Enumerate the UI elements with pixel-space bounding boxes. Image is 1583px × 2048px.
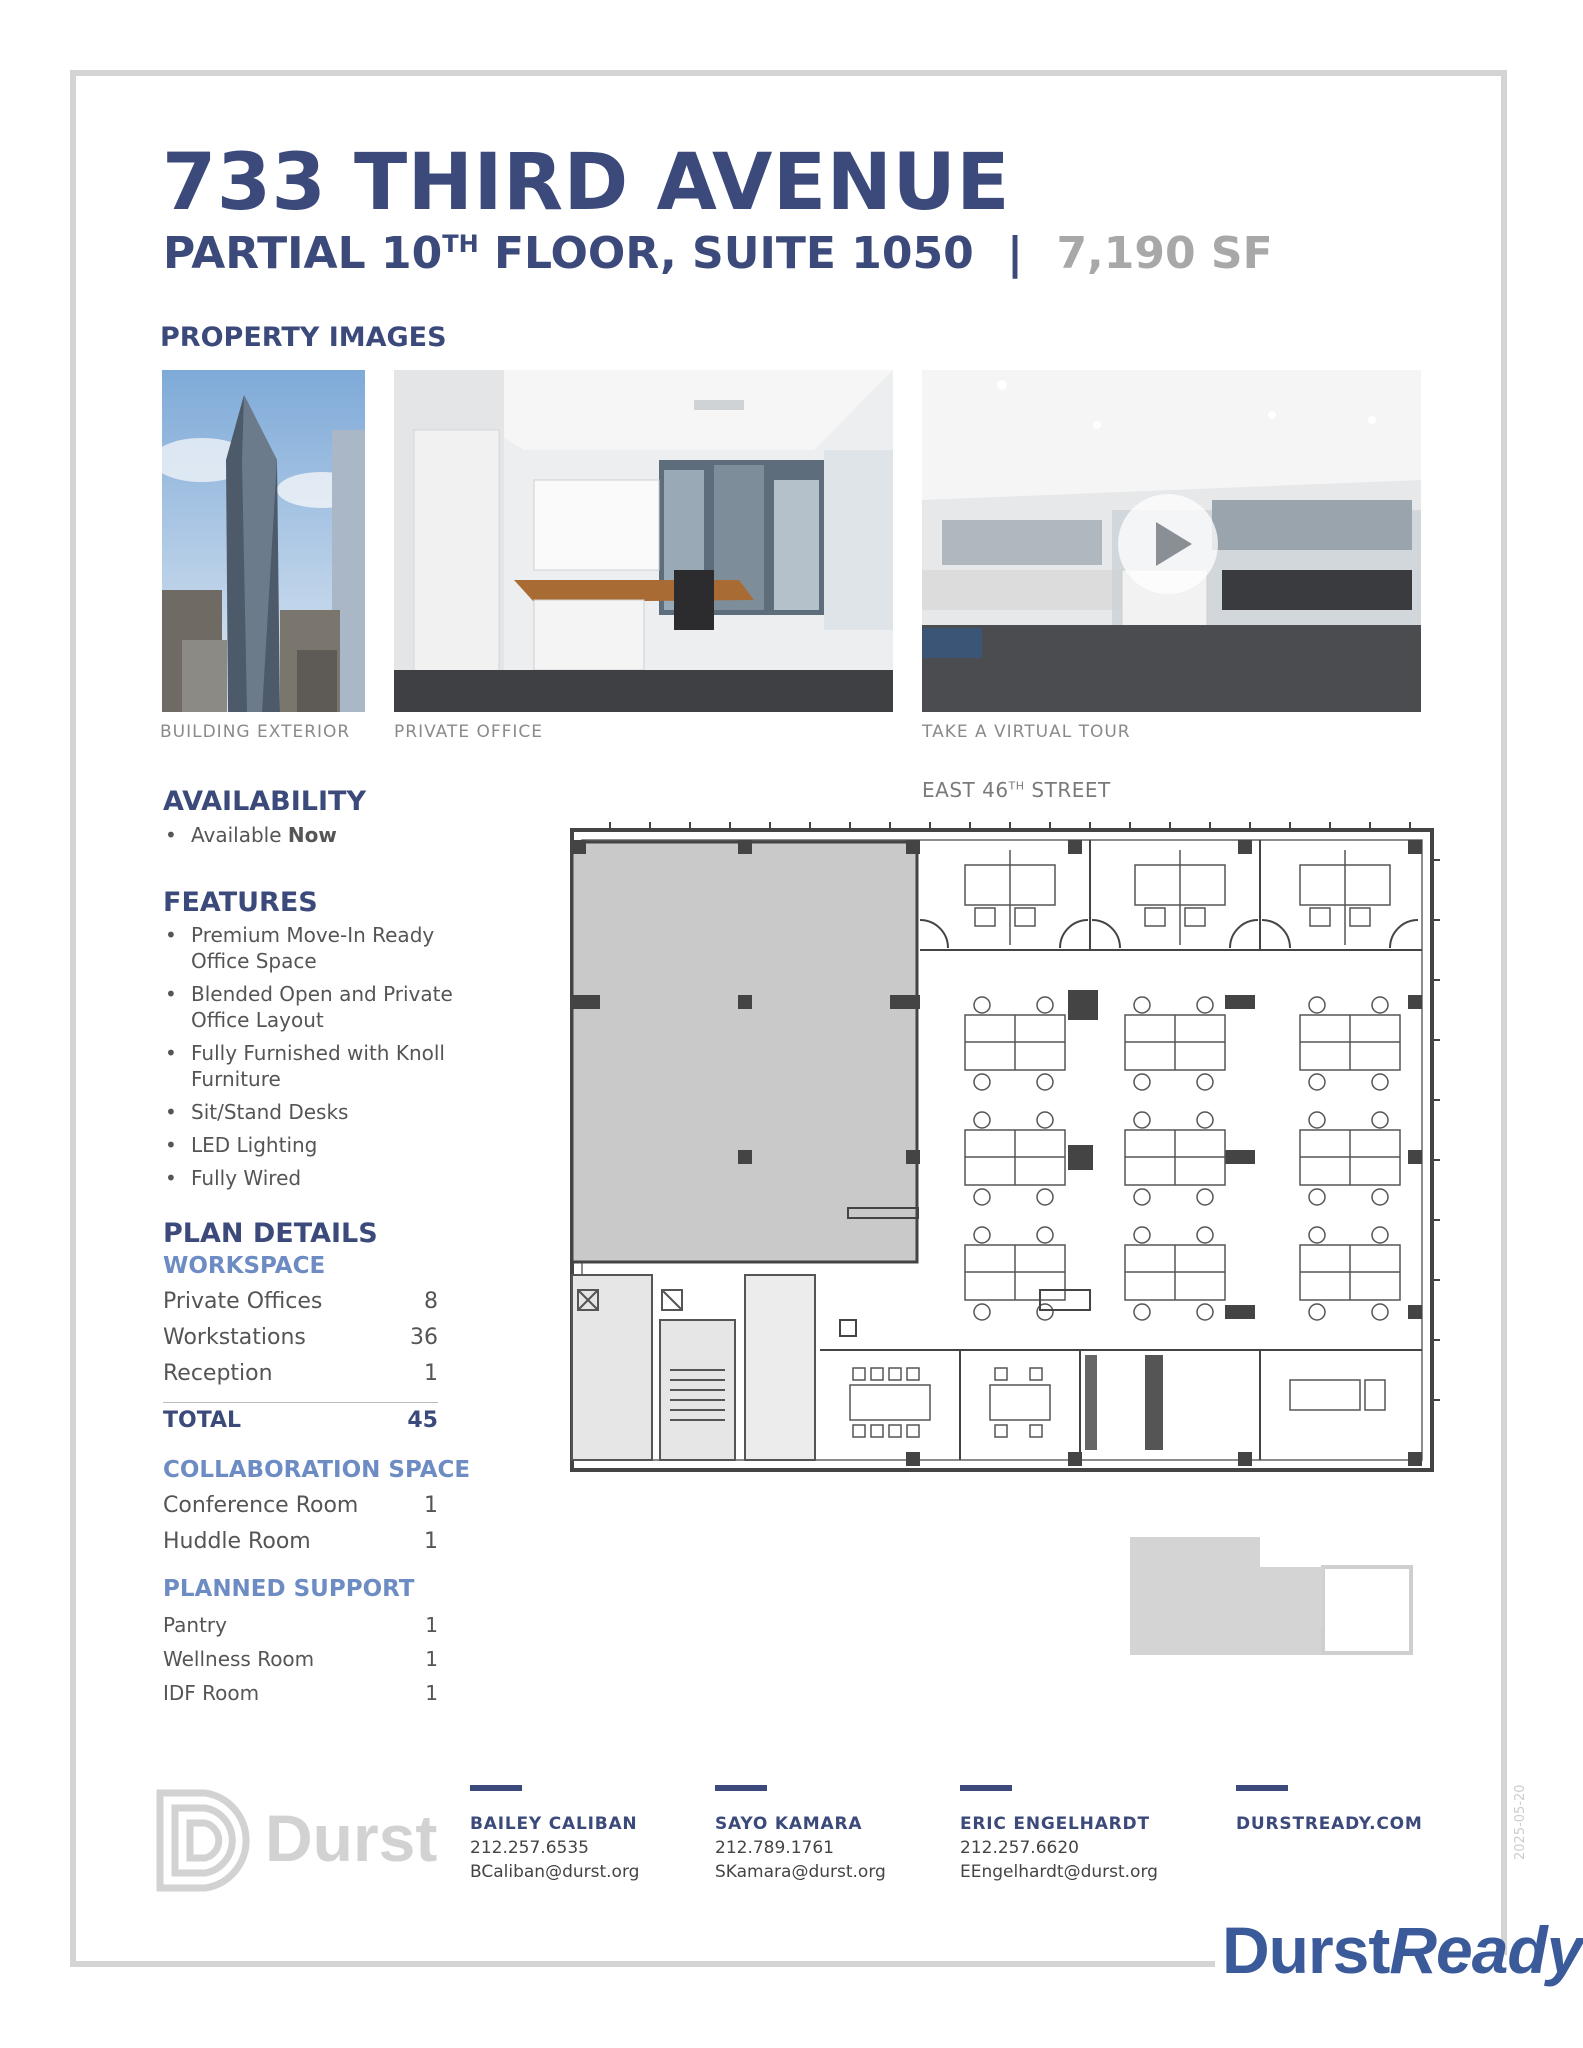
contact-accent-bar — [715, 1785, 767, 1791]
workspace-heading: WORKSPACE — [163, 1253, 326, 1279]
building-exterior-photo[interactable] — [162, 370, 365, 712]
key-plan — [1128, 1535, 1413, 1660]
logo-durst: Durst — [1222, 1913, 1390, 1987]
subtitle-separator: | — [1007, 228, 1024, 279]
plan-row-value: 1 — [425, 1647, 438, 1671]
feature-item: • Fully Wired — [163, 1165, 493, 1191]
private-office-image — [394, 370, 893, 712]
property-subtitle — [163, 228, 1273, 279]
contact-accent-bar — [960, 1785, 1012, 1791]
contact-email[interactable]: EEngelhardt@durst.org — [960, 1862, 1158, 1882]
street-sup: TH — [1008, 779, 1025, 793]
plan-details-heading: PLAN DETAILS — [163, 1218, 378, 1249]
website-block — [1236, 1812, 1423, 1836]
plan-row-label: Private Offices — [163, 1289, 323, 1314]
caption-private-office: PRIVATE OFFICE — [394, 722, 544, 742]
plan-row — [163, 1681, 438, 1705]
availability-heading: AVAILABILITY — [163, 786, 367, 817]
feature-item: • LED Lighting — [163, 1132, 493, 1158]
feature-item: • Sit/Stand Desks — [163, 1099, 493, 1125]
plan-row-label: Reception — [163, 1361, 273, 1386]
plan-row-value: 1 — [424, 1493, 438, 1518]
print-date: 2025-05-20 — [1513, 1784, 1528, 1860]
plan-row-label: Workstations — [163, 1325, 306, 1350]
plan-row-label: Conference Room — [163, 1493, 359, 1518]
play-icon — [1156, 522, 1192, 566]
durst-wordmark: Durst — [265, 1801, 438, 1875]
contact-email[interactable]: BCaliban@durst.org — [470, 1862, 640, 1882]
total-value: 45 — [407, 1408, 438, 1433]
property-title: 733 THIRD AVENUE — [162, 138, 1011, 228]
availability-value: Now — [287, 823, 337, 847]
caption-virtual-tour[interactable]: TAKE A VIRTUAL TOUR — [922, 722, 1131, 742]
availability-list — [163, 822, 483, 855]
play-button[interactable] — [1118, 494, 1218, 594]
street-pre: EAST 46 — [922, 778, 1009, 802]
availability-item — [163, 822, 483, 848]
planned-support-heading: PLANNED SUPPORT — [163, 1576, 415, 1602]
street-label — [922, 778, 1111, 802]
feature-item: • Blended Open and Private Office Layout — [163, 981, 493, 1033]
plan-row-label: Wellness Room — [163, 1647, 315, 1671]
logo-ready: Ready — [1389, 1913, 1583, 1987]
total-divider — [163, 1402, 438, 1403]
plan-row-value: 8 — [424, 1289, 438, 1314]
contact-name: BAILEY CALIBAN — [470, 1814, 638, 1834]
features-list — [163, 922, 493, 1198]
building-exterior-image — [162, 370, 365, 712]
collaboration-heading: COLLABORATION SPACE — [163, 1457, 471, 1483]
feature-item: • Premium Move-In Ready Office Space — [163, 922, 493, 974]
subtitle-sup: TH — [442, 230, 479, 258]
plan-row — [163, 1289, 438, 1314]
plan-row-label: Huddle Room — [163, 1529, 311, 1554]
subtitle-suite: FLOOR, SUITE 1050 — [478, 228, 974, 279]
contact-phone[interactable]: 212.257.6535 — [470, 1838, 589, 1858]
availability-prefix: Available — [191, 823, 288, 847]
plan-row-label: IDF Room — [163, 1681, 260, 1705]
plan-row-value: 1 — [424, 1361, 438, 1386]
plan-row-label: Pantry — [163, 1613, 227, 1637]
property-images-heading: PROPERTY IMAGES — [160, 322, 447, 353]
contact-name: SAYO KAMARA — [715, 1814, 863, 1834]
plan-row — [163, 1613, 438, 1637]
floor-plan — [570, 820, 1440, 1485]
contact-phone[interactable]: 212.789.1761 — [715, 1838, 834, 1858]
contact-card — [715, 1812, 886, 1884]
contact-phone[interactable]: 212.257.6620 — [960, 1838, 1079, 1858]
plan-row — [163, 1493, 438, 1518]
contact-accent-bar — [1236, 1785, 1288, 1791]
virtual-tour-photo[interactable] — [922, 370, 1421, 712]
website-link[interactable]: DURSTREADY.COM — [1236, 1814, 1423, 1834]
contact-card — [960, 1812, 1158, 1884]
durst-d-logo — [155, 1788, 260, 1893]
area-size: 7,190 SF — [1056, 228, 1273, 279]
plan-row-value: 1 — [425, 1613, 438, 1637]
subtitle-floor: PARTIAL 10 — [163, 228, 443, 279]
plan-row-value: 1 — [425, 1681, 438, 1705]
contact-accent-bar — [470, 1785, 522, 1791]
private-office-photo[interactable] — [394, 370, 893, 712]
plan-row-value: 1 — [424, 1529, 438, 1554]
total-row — [163, 1408, 438, 1433]
features-heading: FEATURES — [163, 887, 318, 918]
contact-email[interactable]: SKamara@durst.org — [715, 1862, 886, 1882]
plan-row — [163, 1647, 438, 1671]
plan-row — [163, 1529, 438, 1554]
total-label: TOTAL — [163, 1408, 242, 1433]
plan-row — [163, 1361, 438, 1386]
plan-row-value: 36 — [410, 1325, 438, 1350]
feature-item: • Fully Furnished with Knoll Furniture — [163, 1040, 493, 1092]
durst-ready-logo — [1222, 1912, 1582, 1988]
street-post: STREET — [1024, 778, 1111, 802]
plan-row — [163, 1325, 438, 1350]
contact-card — [470, 1812, 639, 1884]
caption-building-exterior: BUILDING EXTERIOR — [160, 722, 351, 742]
contact-name: ERIC ENGELHARDT — [960, 1814, 1150, 1834]
